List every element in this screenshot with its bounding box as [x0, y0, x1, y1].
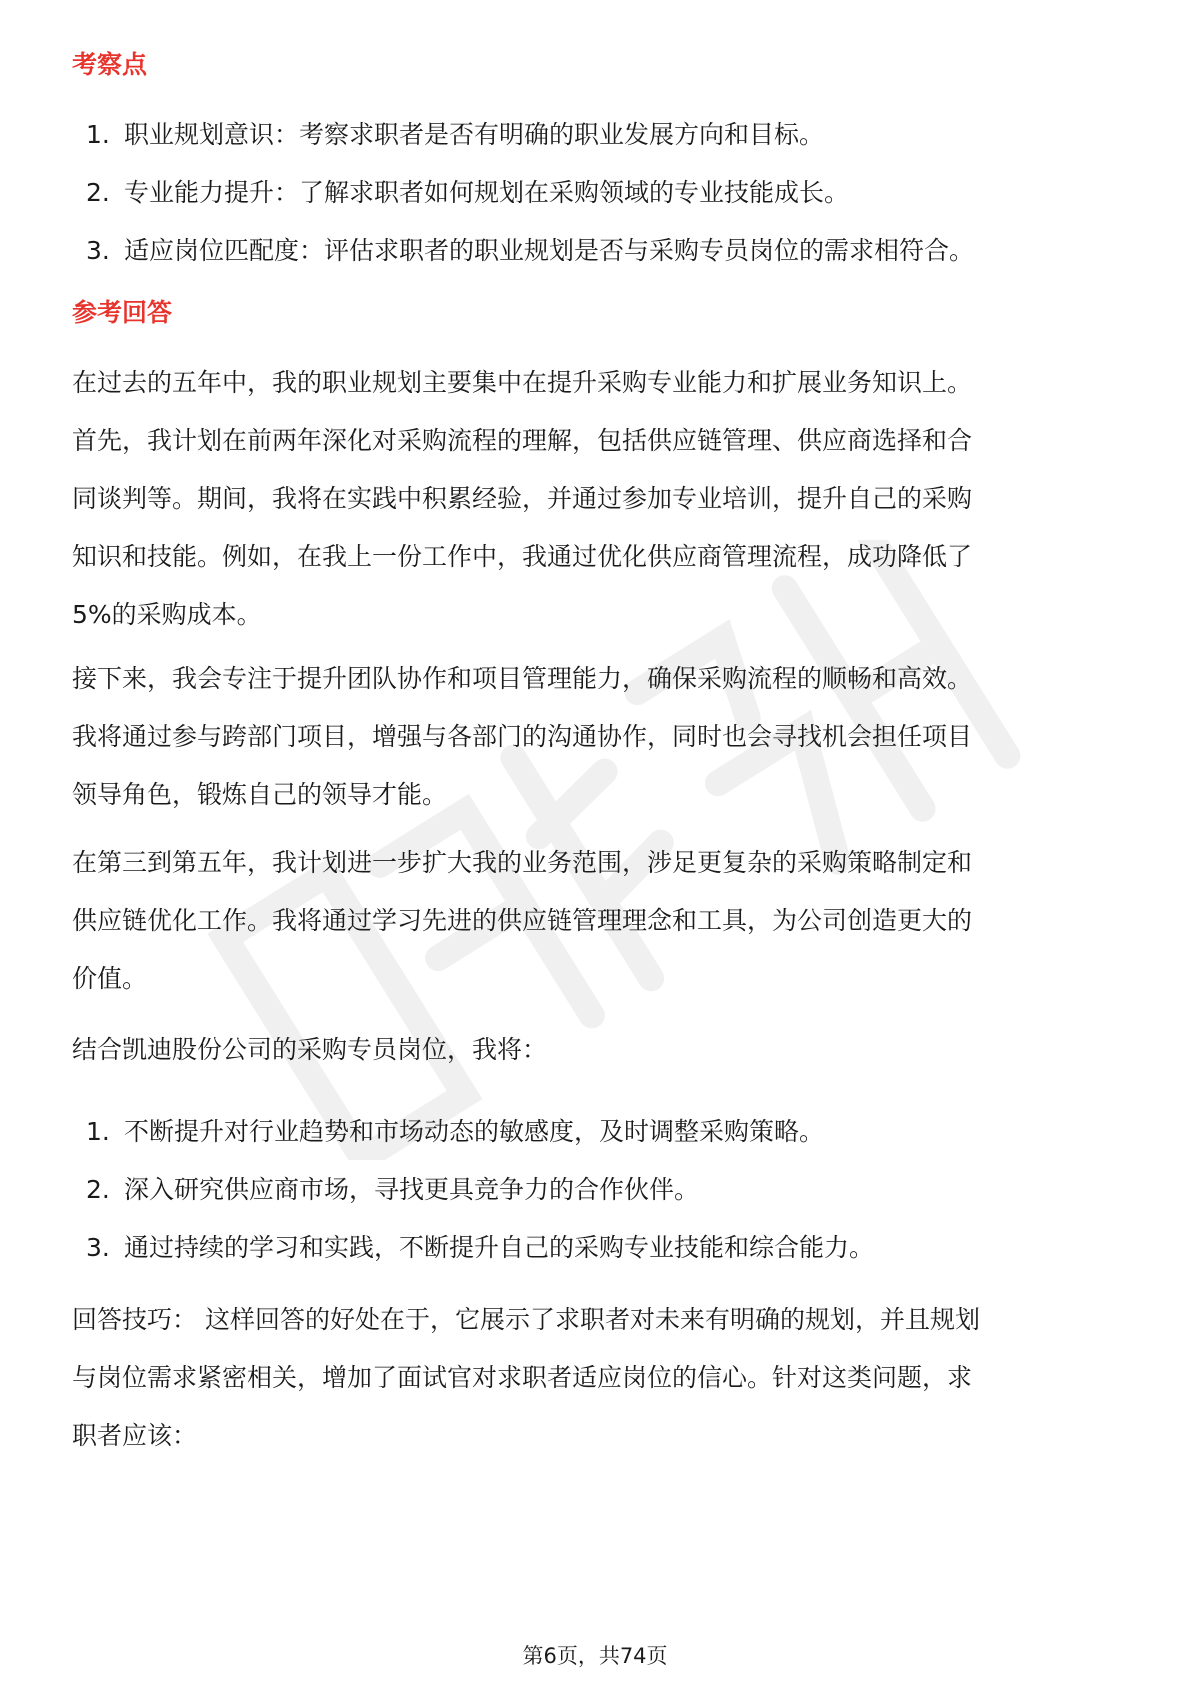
answer-tips-paragraph: [72, 1303, 1118, 1477]
paragraph-line: 结合凯迪股份公司的采购专员岗位，我将：: [72, 1035, 548, 1064]
list-item-text: 适应岗位匹配度：评估求职者的职业规划是否与采购专员岗位的需求相符合。: [124, 236, 975, 265]
paragraph-line: 知识和技能。例如，在我上一份工作中，我通过优化供应商管理流程，成功降低了: [72, 542, 973, 571]
paragraph-line: 回答技巧： 这样回答的好处在于，它展示了求职者对未来有明确的规划，并且规划: [72, 1305, 980, 1334]
list-item-number: 3.: [86, 236, 110, 265]
paragraph-line: 同谈判等。期间，我将在实践中积累经验，并通过参加专业培训，提升自己的采购: [72, 484, 973, 513]
answer-paragraph-1: [72, 366, 1118, 656]
list-item-text: 职业规划意识：考察求职者是否有明确的职业发展方向和目标。: [124, 120, 825, 149]
list-item: [72, 176, 1118, 234]
paragraph-line: 在第三到第五年，我计划进一步扩大我的业务范围，涉足更复杂的采购策略制定和: [72, 848, 973, 877]
paragraph-line: 供应链优化工作。我将通过学习先进的供应链管理理念和工具，为公司创造更大的: [72, 906, 973, 935]
key-points-list: [72, 118, 1118, 292]
paragraph-line: 我将通过参与跨部门项目，增强与各部门的沟通协作，同时也会寻找机会担任项目: [72, 722, 973, 751]
page-number-footer: 第6页，共74页: [522, 1644, 668, 1668]
paragraph-line: 价值。: [72, 964, 148, 993]
list-item-number: 2.: [86, 178, 110, 207]
list-item-text: 通过持续的学习和实践，不断提升自己的采购专业技能和综合能力。: [124, 1233, 875, 1262]
list-item-number: 1.: [86, 1117, 110, 1146]
list-item: [72, 234, 1118, 292]
plan-list: [72, 1115, 1118, 1289]
answer-paragraph-4: [72, 1033, 1118, 1091]
list-item: [72, 1115, 1118, 1173]
answer-paragraph-2: [72, 662, 1118, 836]
paragraph-line: 5%的采购成本。: [72, 600, 262, 629]
list-item-text: 不断提升对行业趋势和市场动态的敏感度，及时调整采购策略。: [124, 1117, 825, 1146]
list-item-text: 专业能力提升：了解求职者如何规划在采购领域的专业技能成长。: [124, 178, 850, 207]
list-item-number: 1.: [86, 120, 110, 149]
paragraph-line: 职者应该：: [72, 1421, 198, 1450]
list-item-text: 深入研究供应商市场，寻找更具竞争力的合作伙伴。: [124, 1175, 700, 1204]
list-item-number: 2.: [86, 1175, 110, 1204]
section-heading-key-points: 考察点: [72, 50, 148, 79]
answer-paragraph-3: [72, 846, 1118, 1020]
paragraph-line: 在过去的五年中，我的职业规划主要集中在提升采购专业能力和扩展业务知识上。: [72, 368, 973, 397]
list-item: [72, 118, 1118, 176]
paragraph-line: 领导角色，锻炼自己的领导才能。: [72, 780, 448, 809]
section-heading-reference-answer: 参考回答: [72, 298, 173, 327]
paragraph-line: 首先，我计划在前两年深化对采购流程的理解，包括供应链管理、供应商选择和合: [72, 426, 973, 455]
list-item: [72, 1231, 1118, 1289]
list-item-number: 3.: [86, 1233, 110, 1262]
paragraph-line: 与岗位需求紧密相关，增加了面试官对求职者适应岗位的信心。针对这类问题，求: [72, 1363, 973, 1392]
list-item: [72, 1173, 1118, 1231]
paragraph-line: 接下来，我会专注于提升团队协作和项目管理能力，确保采购流程的顺畅和高效。: [72, 664, 973, 693]
